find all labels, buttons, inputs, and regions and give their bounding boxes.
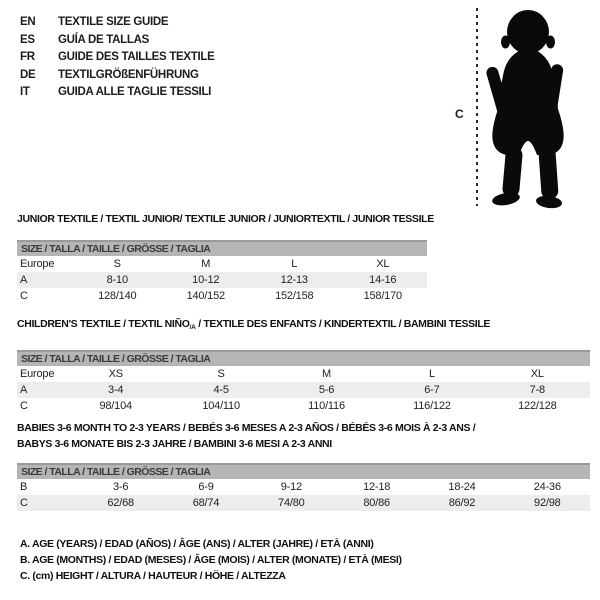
silhouette-foot-right — [535, 194, 562, 209]
table-row-age — [17, 272, 427, 288]
table-cell: M — [322, 367, 331, 380]
children-title-subscript: /A — [189, 323, 196, 331]
silhouette-ear-left — [501, 36, 510, 49]
table-cell: XL — [530, 367, 544, 380]
table-cell: XS — [108, 367, 123, 380]
guide-title-fr: GUIDE DES TAILLES TEXTILE — [58, 51, 215, 63]
table-cell: S — [113, 258, 121, 270]
children-table-title — [17, 318, 590, 334]
row-label: B — [20, 481, 28, 493]
table-cell: 74/80 — [278, 497, 305, 509]
junior-table-title: JUNIOR TEXTILE / TEXTIL JUNIOR/ TEXTILE JUNIOR / JUNIORTEXTIL / JUNIOR TESSILE — [17, 213, 434, 225]
table-cell: 80/86 — [363, 497, 390, 509]
table-cell: 24-36 — [533, 481, 561, 493]
table-cell: 12-18 — [363, 481, 391, 493]
table-cell: 92/98 — [534, 497, 561, 509]
table-cell: 14-16 — [369, 274, 397, 286]
language-code: IT — [20, 86, 30, 98]
toddler-silhouette-icon — [485, 9, 580, 209]
table-cell: 128/140 — [98, 290, 137, 302]
babies-textile-table — [17, 420, 590, 511]
language-row-it — [20, 84, 215, 102]
table-cell: 140/152 — [186, 290, 225, 302]
footnote-b: B. AGE (MONTHS) / EDAD (MESES) / ÂGE (MOIS) / ALTER (MONATE) / ETÀ (MESI) — [20, 554, 402, 566]
table-row-height — [17, 288, 427, 304]
table-cell: 5-6 — [318, 383, 335, 396]
table-cell: 4-5 — [213, 383, 229, 396]
footnote-a: A. AGE (YEARS) / EDAD (AÑOS) / ÂGE (ANS) / ALTER (JAHRE) / ETÀ (ANNI) — [20, 538, 374, 550]
row-label: C — [20, 497, 28, 509]
children-size-header-bar: SIZE / TALLA / TAILLE / GRÖSSE / TAGLIA — [17, 350, 590, 366]
table-cell: 10-12 — [192, 274, 220, 286]
table-cell: 9-12 — [280, 481, 302, 493]
table-cell: 6-9 — [198, 481, 214, 493]
row-label: C — [20, 290, 28, 302]
table-cell: 6-7 — [424, 383, 440, 396]
language-code: ES — [20, 33, 35, 46]
language-row-de — [20, 67, 215, 85]
table-row-height — [17, 495, 590, 511]
language-row-en — [20, 14, 215, 32]
table-row-age — [17, 382, 590, 398]
table-cell: L — [428, 367, 435, 380]
table-cell: 110/116 — [308, 399, 345, 412]
children-textile-table — [17, 318, 590, 414]
children-title-part2: / TEXTILE DES ENFANTS / KINDERTEXTIL / BAMBINI TESSILE — [195, 318, 491, 330]
footnotes — [20, 536, 402, 584]
row-label: A — [20, 274, 28, 286]
row-label: C — [20, 399, 28, 412]
table-cell: 3-4 — [108, 383, 124, 396]
table-cell: L — [291, 258, 298, 270]
table-row-europe — [17, 256, 427, 272]
table-cell: 158/170 — [363, 290, 402, 302]
table-cell: 12-13 — [280, 274, 308, 286]
table-cell: 104/110 — [202, 399, 240, 412]
table-row-height — [17, 398, 590, 414]
language-row-es — [20, 32, 215, 50]
junior-textile-table — [17, 213, 434, 304]
table-cell: 152/158 — [275, 290, 314, 302]
language-code: EN — [20, 16, 36, 28]
table-cell: 122/128 — [518, 399, 557, 412]
language-list — [20, 14, 215, 102]
table-row-months — [17, 479, 590, 495]
silhouette-shorts — [492, 109, 563, 155]
table-cell: 18-24 — [448, 481, 476, 493]
junior-size-header-bar: SIZE / TALLA / TAILLE / GRÖSSE / TAGLIA — [17, 240, 427, 256]
table-cell: 8-10 — [106, 274, 128, 286]
table-cell: XL — [376, 258, 390, 270]
table-cell: 68/74 — [192, 497, 220, 509]
guide-title-de: TEXTILGRÖßENFÜHRUNG — [58, 68, 199, 81]
children-title-part1: CHILDREN'S TEXTILE / TEXTIL NIÑO — [17, 318, 190, 330]
babies-title-line2: BABYS 3-6 MONATE BIS 2-3 JAHRE / BAMBINI 3-6 MESI A 2-3 ANNI — [17, 438, 332, 450]
table-cell: S — [217, 367, 225, 380]
height-label-c: C — [455, 107, 464, 121]
silhouette-ear-right — [546, 36, 555, 49]
language-code: DE — [20, 68, 36, 81]
language-code: FR — [20, 51, 35, 63]
language-row-fr — [20, 49, 215, 67]
guide-title-es: GUÍA DE TALLAS — [58, 33, 149, 46]
table-cell: 3-6 — [113, 481, 129, 493]
table-cell: 7-8 — [529, 383, 545, 396]
table-cell: 98/104 — [99, 399, 132, 412]
table-cell: 86/92 — [448, 497, 476, 509]
row-label: A — [20, 383, 28, 396]
silhouette-leg-right — [538, 146, 559, 199]
guide-title-it: GUIDA ALLE TAGLIE TESSILI — [58, 86, 212, 98]
table-row-europe — [17, 366, 590, 382]
guide-title-en: TEXTILE SIZE GUIDE — [58, 16, 169, 28]
babies-size-header-bar: SIZE / TALLA / TAILLE / GRÖSSE / TAGLIA — [17, 463, 590, 479]
row-label: Europe — [20, 258, 55, 270]
footnote-c: C. (cm) HEIGHT / ALTURA / HAUTEUR / HÖHE / ALTEZZA — [20, 570, 286, 582]
table-cell: 62/68 — [107, 497, 134, 509]
height-measure-dashed-line — [476, 8, 478, 206]
table-cell: 116/122 — [413, 399, 451, 412]
table-cell: M — [201, 258, 211, 270]
row-label: Europe — [20, 367, 55, 380]
babies-table-title — [17, 420, 590, 452]
babies-title-line1: BABIES 3-6 MONTH TO 2-3 YEARS / BEBÉS 3-6 MESES A 2-3 AÑOS / BÉBÉS 3-6 MOIS À 2-3 ANS / — [17, 422, 476, 434]
